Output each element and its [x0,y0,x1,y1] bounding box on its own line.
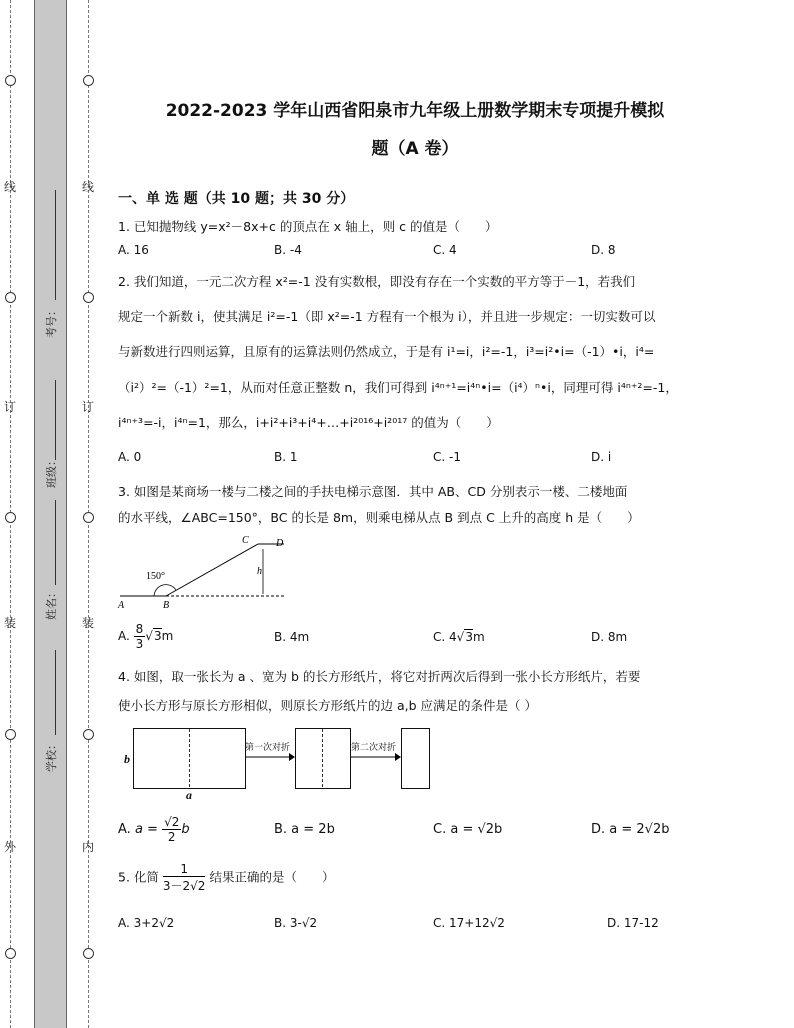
school-label: 学校： [45,739,58,772]
q5-fraction [163,862,206,894]
hole-circle [5,512,16,523]
q4-a-fraction [162,815,181,844]
arrow-icon [245,752,295,762]
q3-c-radicand: 3 [465,630,473,644]
hole-circle [5,75,16,86]
question-4-line: 使小长方形与原长方形相似，则原长方形纸片的边 a,b 应满足的条件是（ ） [118,698,537,713]
question-2-line: （i²）²=（-1）²=1，从而对任意正整数 n，我们可得到 i⁴ⁿ⁺¹=i⁴ⁿ•i=（i⁴）ⁿ•i，同理可得 i⁴ⁿ⁺²=-1， [118,380,678,395]
arrow-icon [351,752,401,762]
question-2-line: i⁴ⁿ⁺³=-i，i⁴ⁿ=1，那么，i+i²+i³+i⁴+…+i²⁰¹⁶+i²⁰¹⁷ 的值为（ ） [118,415,499,430]
point-c: C [242,535,249,546]
margin-char: 外 [4,840,17,854]
hole-circle [5,729,16,740]
height-label: h [257,566,262,577]
class-blank [55,380,56,460]
margin-char: 装 [82,616,95,630]
question-3-line: 的水平线，∠ABC=150°，BC 的长是 8m，则乘电梯从点 B 到点 C 上升的高度 h 是（ ） [118,510,640,525]
q5-option-c: C. 17+12√2 [433,916,505,930]
point-d: D [276,538,284,549]
q4-a-lhs: a = [134,822,158,837]
q4-option-d: D. a = 2√2b [591,822,670,837]
q4-a-var: b [181,822,190,837]
point-a: A [118,600,125,611]
school-blank [55,650,56,735]
point-b: B [163,600,170,611]
q3-c-unit: m [472,630,485,644]
side-a-label: a [186,788,192,802]
name-blank [55,500,56,585]
hole-circle [83,729,94,740]
section-heading: 一、单 选 题（共 10 题；共 30 分） [118,191,355,207]
q4-option-c: C. a = √2b [433,822,503,837]
question-3-line: 3. 如图是某商场一楼与二楼之间的手扶电梯示意图．其中 AB、CD 分别表示一楼、二楼地面 [118,484,628,499]
q2-option-d: D. i [591,450,612,464]
hole-circle [83,948,94,959]
q2-option-c: C. -1 [433,450,461,464]
question-5 [118,862,334,894]
angle-label: 150° [146,571,165,582]
hole-circle [5,948,16,959]
q3-c-prefix: C. 4 [433,630,457,644]
q2-option-b: B. 1 [274,450,298,464]
q5-suffix: 结果正确的是（ ） [209,869,335,885]
q4-option-b: B. a = 2b [274,822,335,837]
margin-char: 订 [82,400,95,414]
escalator-line-bc [166,544,258,596]
margin-char: 装 [4,616,17,630]
q5-option-a: A. 3+2√2 [118,916,175,930]
exam-number-blank [55,190,56,300]
q1-option-b: B. -4 [274,243,302,257]
question-2-line: 与新数进行四则运算，且原有的运算法则仍然成立，于是有 i¹=i，i²=-1，i³=i²•i=（-1）•i，i⁴= [118,344,655,359]
question-1: 1. 已知抛物线 y=x²－8x+c 的顶点在 x 轴上，则 c 的值是（ ） [118,219,498,234]
angle-arc [154,585,176,596]
q3-a-fraction [134,622,146,651]
q5-option-d: D. 17-12 [607,916,659,930]
name-label: 姓名： [45,587,58,620]
margin-char: 订 [4,400,17,414]
q5-prefix: 5. 化简 [118,869,159,885]
hole-circle [83,512,94,523]
q3-option-d: D. 8m [591,630,628,644]
q4-a-den: 2 [167,830,176,844]
margin-char: 线 [4,180,17,194]
q4-a-num: √2 [164,815,180,829]
hole-circle [5,292,16,303]
fold-2-label: 第二次对折 [351,743,397,753]
q3-a-den: 3 [135,637,144,651]
q3-option-b: B. 4m [274,630,310,644]
margin-char: 线 [82,180,95,194]
fold-1-label: 第一次对折 [245,743,291,753]
q3-a-prefix: A. [118,629,130,643]
paper-folded-once [295,728,351,789]
fold-line-2 [322,729,323,787]
paper-folded-twice [401,728,430,789]
q4-a-prefix: A. [118,822,131,837]
hole-circle [83,292,94,303]
q5-den: 3－2√2 [162,879,206,893]
hole-circle [83,75,94,86]
side-b-label: b [124,752,130,766]
binding-gutter [34,0,67,1028]
question-4-line: 4. 如图，取一张长为 a 、宽为 b 的长方形纸片，将它对折两次后得到一张小长方形纸片，若要 [118,669,641,684]
q1-option-c: C. 4 [433,243,457,257]
q3-option-a: A. $\frac{8}{3}$ √3m [118,622,174,651]
q3-a-unit: m [161,629,174,643]
q1-option-a: A. 16 [118,243,149,257]
q3-a-radicand: 3 [153,629,162,643]
question-2-line: 2. 我们知道，一元二次方程 x²=-1 没有实数根，即没有存在一个实数的平方等于－1，若我们 [118,274,636,289]
q1-option-d: D. 8 [591,243,616,257]
margin-char: 内 [82,840,95,854]
q5-num: 1 [163,862,206,877]
page-title: 2022-2023 学年山西省阳泉市九年级上册数学期末专项提升模拟 [165,101,665,121]
q4-option-a [118,815,190,844]
question-2-line: 规定一个新数 i，使其满足 i²=-1（即 x²=-1 方程有一个根为 i），并且进一步规定：一切实数可以 [118,309,656,324]
q3-a-num: 8 [135,622,144,636]
fold-line-1 [189,729,190,787]
escalator-figure [116,532,291,612]
exam-number-label: 考号： [45,305,58,338]
q5-option-b: B. 3-√2 [274,916,318,930]
class-label: 班级： [45,455,58,488]
page-title-line2: 题（A 卷） [371,139,459,159]
q2-option-a: A. 0 [118,450,142,464]
q3-option-c: C. 4√3m [433,630,485,644]
